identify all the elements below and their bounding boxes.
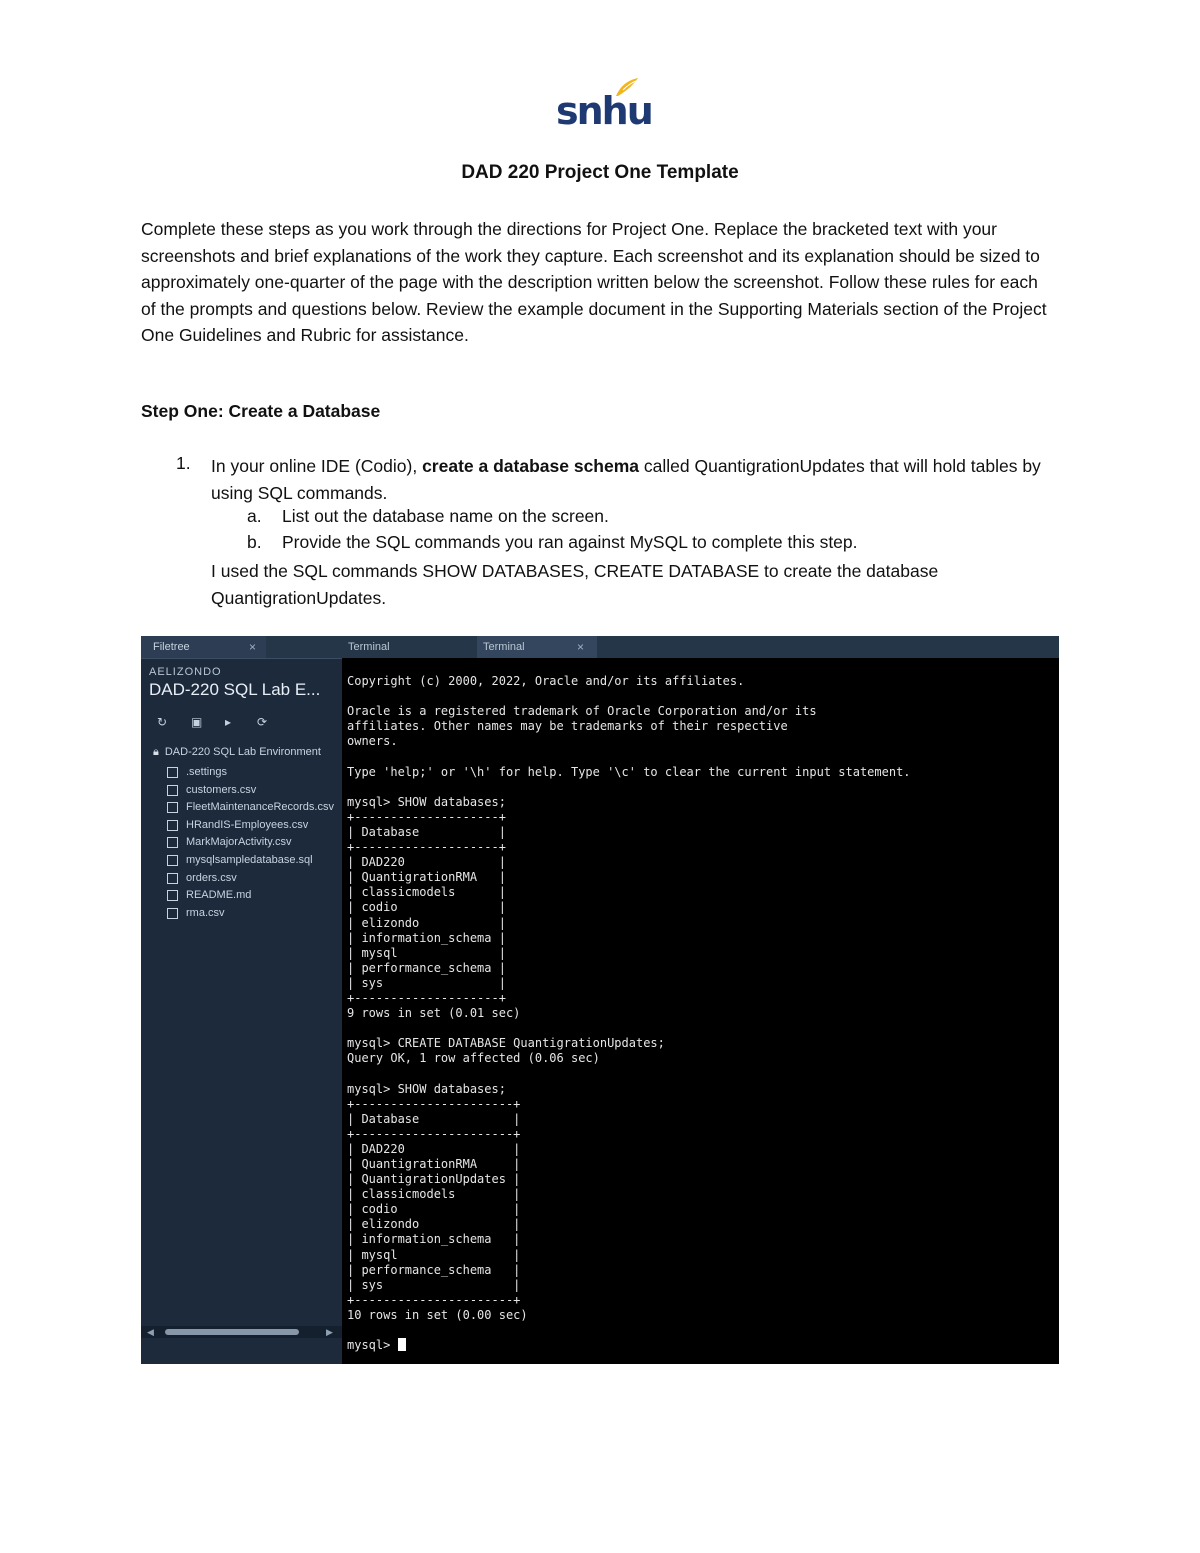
terminal-line: +----------------------+ [347,1292,521,1307]
file-item-label: FleetMaintenanceRecords.csv [186,801,334,814]
terminal-line: owners. [347,734,398,749]
file-item[interactable] [167,834,334,852]
list-item-rest: called QuantigrationUpdates that will hold tables by using SQL commands. [211,456,1041,503]
sync-icon[interactable]: ⟳ [257,715,268,729]
mysql-prompt: mysql> [347,1338,398,1353]
terminal-output[interactable] [347,674,911,1353]
file-item-label: mysqlsampledatabase.sql [186,853,313,866]
file-icon [167,873,178,884]
collapse-icon[interactable]: ▣ [191,715,203,729]
terminal-line: mysql> SHOW databases; [347,794,506,809]
list-item-bold: create a database schema [422,456,640,476]
scroll-right-icon[interactable]: ▶ [326,1327,333,1337]
terminal-tab-label: Terminal [483,641,525,653]
terminal-line: +--------------------+ [347,809,506,824]
file-icon [167,767,178,778]
file-item-label: rma.csv [186,906,225,919]
file-tree-panel [141,636,342,1364]
terminal-line: affiliates. Other names may be trademarks of their respective [347,719,788,734]
terminal-line: | QuantigrationRMA | [347,1157,521,1171]
terminal-line: | elizondo | [347,1217,521,1232]
terminal-line: 10 rows in set (0.00 sec) [347,1307,528,1322]
terminal-line: 9 rows in set (0.01 sec) [347,1006,521,1021]
terminal-line: | sys | [347,975,506,990]
terminal-tab-label: Terminal [348,641,390,653]
sub-item-b-letter: b. [247,532,262,552]
file-item[interactable] [167,782,334,800]
terminal-tab-1[interactable] [342,636,477,658]
file-icon [167,802,178,813]
file-item-label: MarkMajorActivity.csv [186,836,292,849]
lock-icon: 🔒︎ [153,746,159,758]
terminal-line: | classicmodels | [347,885,506,900]
terminal-line: | codio | [347,900,506,915]
logo-wordmark: snhu [556,89,652,133]
project-root-label: DAD-220 SQL Lab Environment [164,746,321,758]
file-item[interactable] [167,799,334,817]
file-item-label: customers.csv [186,783,257,796]
file-item[interactable] [167,817,334,835]
terminal-line: +----------------------+ [347,1126,521,1141]
terminal-line: | mysql | [347,945,506,960]
file-icon [167,890,178,901]
sub-item-b-text: Provide the SQL commands you ran against MySQL to complete this step. [282,532,858,552]
file-item-label: README.md [186,889,252,902]
project-name: DAD-220 SQL Lab E... [149,680,321,699]
file-item-label: HRandIS-Employees.csv [186,818,309,831]
list-item-number: 1. [176,453,191,473]
list-item-text [211,453,1071,506]
terminal-line: | sys | [347,1277,521,1292]
list-item-lead: In your online IDE (Codio), [211,456,423,476]
terminal-line: Type 'help;' or '\h' for help. Type '\c' to clear the current input statement. [347,764,911,779]
terminal-lines [347,674,911,1322]
terminal-line: Copyright (c) 2000, 2022, Oracle and/or its affiliates. [347,674,745,688]
terminal-line: | codio | [347,1202,521,1217]
project-root-folder[interactable] [153,746,321,759]
terminal-line: | performance_schema | [347,1262,521,1277]
file-icon [167,820,178,831]
file-item-label: .settings [186,766,227,778]
file-item[interactable] [167,764,334,782]
terminal-line: mysql> CREATE DATABASE QuantigrationUpdates; [347,1036,665,1051]
file-item-label: orders.csv [186,871,237,884]
file-item[interactable] [167,887,334,905]
file-item[interactable] [167,905,334,923]
username: AELIZONDO [149,666,222,678]
terminal-line: | performance_schema | [347,960,506,975]
file-item[interactable] [167,852,334,870]
sub-item-a-letter: a. [247,506,262,526]
codio-screenshot [141,636,1059,1364]
terminal-line: | information_schema | [347,1232,521,1247]
terminal-line: +--------------------+ [347,990,506,1005]
terminal-line: | information_schema | [347,930,506,945]
file-list [167,764,334,922]
answer-text: I used the SQL commands SHOW DATABASES, CREATE DATABASE to create the database QuantigrationUpdates. [211,561,939,608]
play-icon[interactable]: ▸ [225,715,232,729]
file-icon [167,855,178,866]
terminal-line: | DAD220 | [347,855,506,870]
filetree-tab[interactable] [141,636,266,658]
file-icon [167,908,178,919]
terminal-panel [342,636,1059,1364]
refresh-icon[interactable]: ↻ [157,715,168,729]
intro-paragraph: Complete these steps as you work through the directions for Project One. Replace the bracketed text with your screenshots and brief explanations of the work they capture. Each screenshot and its explanation should be sized to approximately one-quarter of the page with the description written below the screenshot. Follow these rules for each of the prompts and questions below. Review the example document in the Supporting Materials section of the Project One Guidelines and Rubric for assistance. [141,219,1047,345]
terminal-line: | QuantigrationRMA | [347,870,506,885]
terminal-line: | Database | [347,824,506,839]
filetree-tab-label: Filetree [153,641,190,653]
terminal-tabbar [342,636,1059,658]
file-icon [167,785,178,796]
step-one-heading: Step One: Create a Database [141,401,381,421]
terminal-line: Oracle is a registered trademark of Oracle Corporation and/or its [347,704,817,719]
terminal-line: +----------------------+ [347,1096,521,1111]
scrollbar-thumb[interactable] [165,1329,299,1335]
terminal-line: | QuantigrationUpdates | [347,1172,521,1187]
close-icon[interactable]: × [577,640,585,654]
sub-item-a-text: List out the database name on the screen. [282,506,609,526]
terminal-line: | Database | [347,1111,521,1126]
terminal-line: | elizondo | [347,915,506,930]
document-title: DAD 220 Project One Template [461,162,739,183]
horizontal-scrollbar[interactable] [141,1326,342,1338]
terminal-line: +--------------------+ [347,840,506,855]
snhu-logo [556,76,652,138]
scroll-left-icon[interactable]: ◀ [147,1327,154,1337]
terminal-line: | DAD220 | [347,1141,521,1156]
file-tree-tabbar [141,636,342,659]
terminal-cursor [398,1338,406,1351]
terminal-line: mysql> SHOW databases; [347,1081,506,1096]
file-tree-toolbar [155,714,335,730]
terminal-line: | classicmodels | [347,1187,521,1202]
file-item[interactable] [167,870,334,888]
terminal-line: Query OK, 1 row affected (0.06 sec) [347,1051,600,1066]
terminal-line: | mysql | [347,1247,521,1262]
file-icon [167,837,178,848]
close-icon[interactable]: × [249,640,257,654]
terminal-tab-2[interactable] [477,636,597,658]
